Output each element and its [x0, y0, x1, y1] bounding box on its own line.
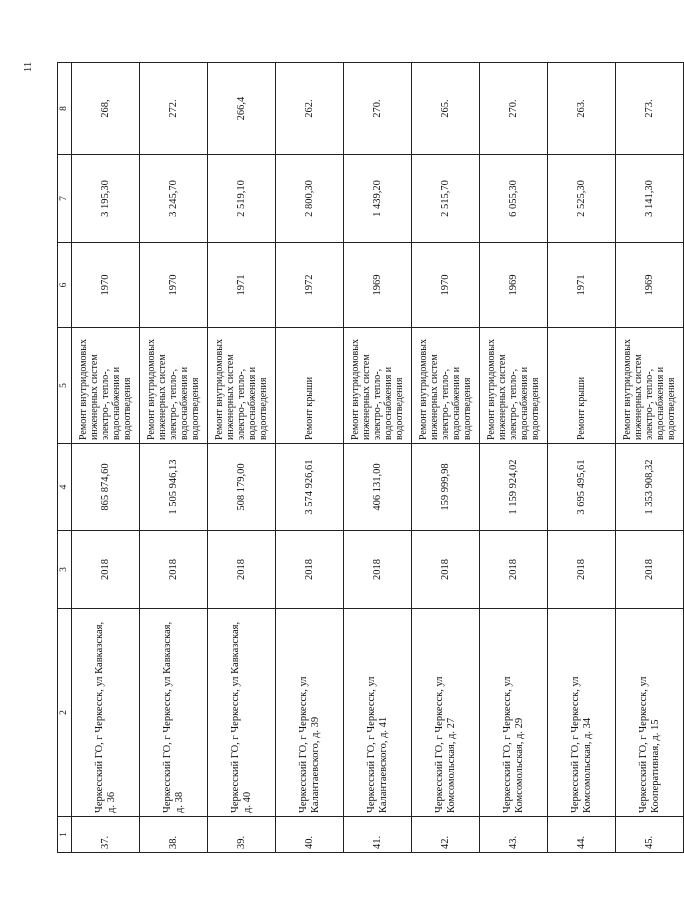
- value-cell: 270.: [344, 63, 412, 155]
- address-cell: Черкесский ГО, г Черкесск, ул Комсомольская, д. 27: [412, 609, 480, 817]
- cost-cell: 3 695 495,61: [548, 444, 616, 531]
- area-cell: 1 439,20: [344, 155, 412, 243]
- work-type-cell: Ремонт внутридомовых инженерных систем электро-, тепло-, водоснабжения и водоотведения: [140, 328, 208, 444]
- page-number: 11: [22, 61, 34, 73]
- work-type-cell: Ремонт крыши: [276, 328, 344, 444]
- table-row: [480, 63, 548, 853]
- address-cell: Черкесский ГО, г Черкесск, ул Кавказская, д. 36: [72, 609, 140, 817]
- cost-cell: 1 159 924,02: [480, 444, 548, 531]
- row-number: 39.: [208, 817, 276, 853]
- table-row: [616, 63, 684, 853]
- value-cell: 273.: [616, 63, 684, 155]
- built-year-cell: 1971: [208, 243, 276, 328]
- area-cell: 2 525,30: [548, 155, 616, 243]
- built-year-cell: 1970: [140, 243, 208, 328]
- address-cell: Черкесский ГО, г Черкесск, ул Кооперативная, д. 15: [616, 609, 684, 817]
- column-number-row: [58, 63, 72, 853]
- year-cell: 2018: [616, 531, 684, 609]
- table-container: [57, 63, 678, 853]
- area-cell: 2 515,70: [412, 155, 480, 243]
- value-cell: 266,4: [208, 63, 276, 155]
- address-cell: Черкесский ГО, г Черкесск, ул Кавказская, д. 38: [140, 609, 208, 817]
- work-type-cell: Ремонт внутридомовых инженерных систем электро-, тепло-, водоснабжения и водоотведения: [208, 328, 276, 444]
- built-year-cell: 1970: [412, 243, 480, 328]
- year-cell: 2018: [140, 531, 208, 609]
- column-number: 3: [58, 531, 72, 609]
- area-cell: 2 519,10: [208, 155, 276, 243]
- year-cell: 2018: [344, 531, 412, 609]
- address-cell: Черкесский ГО, г Черкесск, ул Комсомольская, д. 29: [480, 609, 548, 817]
- column-number: 7: [58, 155, 72, 243]
- row-number: 44.: [548, 817, 616, 853]
- table-row: [344, 63, 412, 853]
- table-row: [72, 63, 140, 853]
- row-number: 43.: [480, 817, 548, 853]
- work-type-cell: Ремонт внутридомовых инженерных систем электро-, тепло-, водоснабжения и водоотведения: [616, 328, 684, 444]
- year-cell: 2018: [72, 531, 140, 609]
- built-year-cell: 1971: [548, 243, 616, 328]
- work-type-cell: Ремонт внутридомовых инженерных систем электро-, тепло-, водоснабжения и водоотведения: [344, 328, 412, 444]
- column-number: 2: [58, 609, 72, 817]
- address-cell: Черкесский ГО, г Черкесск, ул Калантаевского, д. 39: [276, 609, 344, 817]
- column-number: 1: [58, 817, 72, 853]
- area-cell: 2 800,30: [276, 155, 344, 243]
- built-year-cell: 1970: [72, 243, 140, 328]
- built-year-cell: 1969: [616, 243, 684, 328]
- work-type-cell: Ремонт внутридомовых инженерных систем электро-, тепло-, водоснабжения и водоотведения: [480, 328, 548, 444]
- table-row: [208, 63, 276, 853]
- work-type-cell: Ремонт внутридомовых инженерных систем электро-, тепло-, водоснабжения и водоотведения: [412, 328, 480, 444]
- value-cell: 262.: [276, 63, 344, 155]
- row-number: 42.: [412, 817, 480, 853]
- area-cell: 6 055,30: [480, 155, 548, 243]
- table-row: [548, 63, 616, 853]
- address-cell: Черкесский ГО, г Черкесск, ул Кавказская, д. 40: [208, 609, 276, 817]
- cost-cell: 406 131,00: [344, 444, 412, 531]
- address-cell: Черкесский ГО, г Черкесск, ул Калантаевского, д. 41: [344, 609, 412, 817]
- cost-cell: 1 505 946,13: [140, 444, 208, 531]
- address-cell: Черкесский ГО, г Черкесск, ул Комсомольская, д. 34: [548, 609, 616, 817]
- value-cell: 270.: [480, 63, 548, 155]
- value-cell: 268,: [72, 63, 140, 155]
- work-type-cell: Ремонт крыши: [548, 328, 616, 444]
- cost-cell: 865 874,60: [72, 444, 140, 531]
- year-cell: 2018: [548, 531, 616, 609]
- year-cell: 2018: [208, 531, 276, 609]
- column-number: 5: [58, 328, 72, 444]
- cost-cell: 3 574 926,61: [276, 444, 344, 531]
- year-cell: 2018: [480, 531, 548, 609]
- column-number: 6: [58, 243, 72, 328]
- repair-program-table: [57, 62, 684, 853]
- value-cell: 272.: [140, 63, 208, 155]
- built-year-cell: 1972: [276, 243, 344, 328]
- year-cell: 2018: [276, 531, 344, 609]
- cost-cell: 508 179,00: [208, 444, 276, 531]
- value-cell: 263.: [548, 63, 616, 155]
- value-cell: 265.: [412, 63, 480, 155]
- table-row: [412, 63, 480, 853]
- cost-cell: 159 999,98: [412, 444, 480, 531]
- row-number: 37.: [72, 817, 140, 853]
- area-cell: 3 195,30: [72, 155, 140, 243]
- table-row: [140, 63, 208, 853]
- table-row: [276, 63, 344, 853]
- column-number: 4: [58, 444, 72, 531]
- column-number: 8: [58, 63, 72, 155]
- year-cell: 2018: [412, 531, 480, 609]
- built-year-cell: 1969: [480, 243, 548, 328]
- cost-cell: 1 353 908,32: [616, 444, 684, 531]
- row-number: 38.: [140, 817, 208, 853]
- row-number: 45.: [616, 817, 684, 853]
- area-cell: 3 245,70: [140, 155, 208, 243]
- row-number: 40.: [276, 817, 344, 853]
- work-type-cell: Ремонт внутридомовых инженерных систем электро-, тепло-, водоснабжения и водоотведения: [72, 328, 140, 444]
- row-number: 41.: [344, 817, 412, 853]
- built-year-cell: 1969: [344, 243, 412, 328]
- area-cell: 3 141,30: [616, 155, 684, 243]
